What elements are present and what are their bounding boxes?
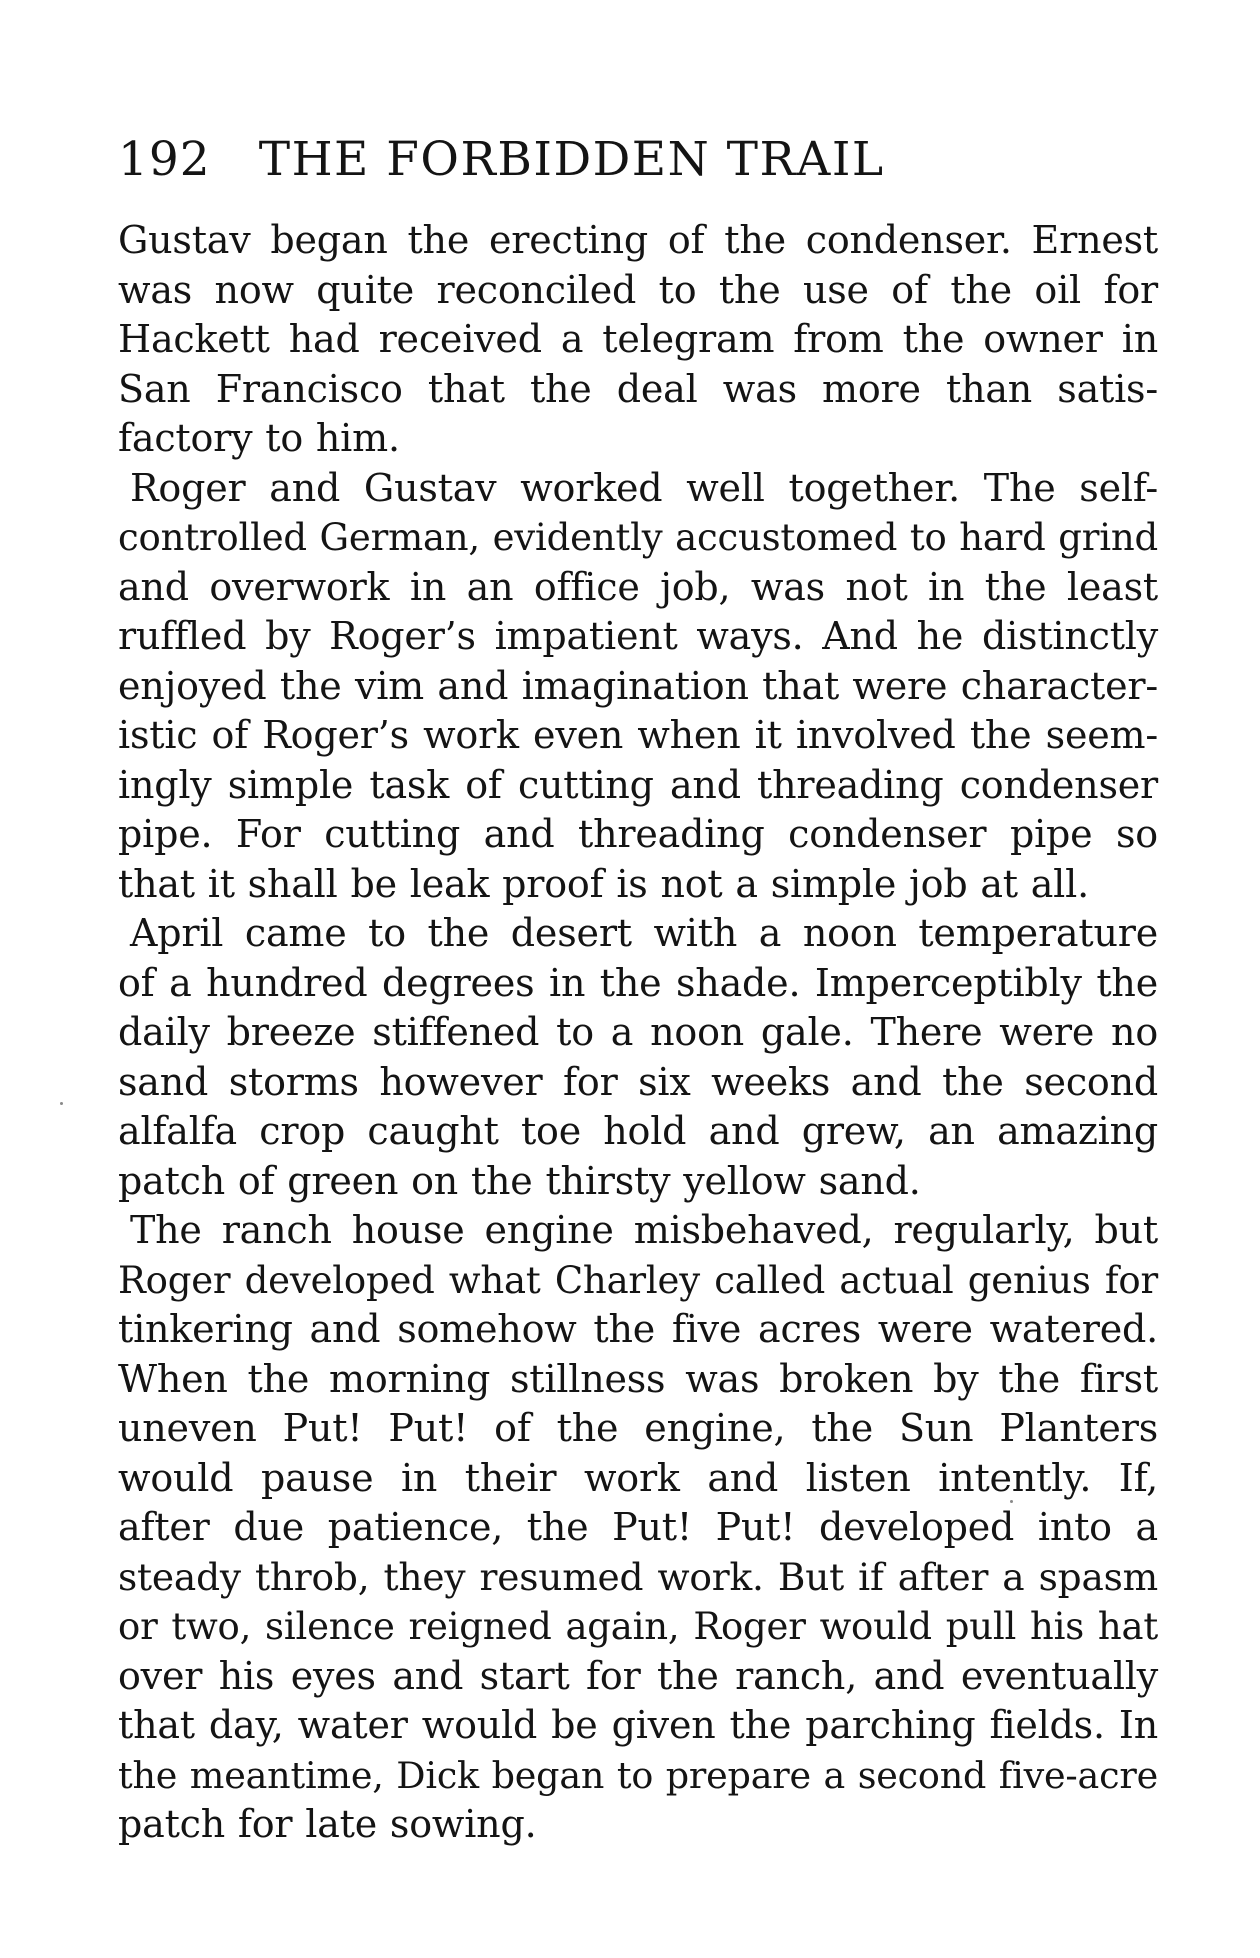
text-line: Hackett had received a telegram from the owner in — [118, 317, 1158, 361]
text-line: alfalfa crop caught toe hold and grew, an amazing — [118, 1109, 1158, 1153]
text-line: after due patience, the Put! Put! developed into a — [118, 1505, 1158, 1549]
text-line: would pause in their work and listen intently. If, — [118, 1455, 1158, 1500]
text-line: pipe. For cutting and threading condenser pipe so — [118, 812, 1158, 856]
text-line: Roger developed what Charley called actual genius for — [118, 1258, 1158, 1302]
text-line: tinkering and somehow the five acres were watered. — [118, 1307, 1158, 1351]
text-line: was now quite reconciled to the use of the oil for — [118, 267, 1158, 312]
text-line: the meantime, Dick began to prepare a second five-acre — [118, 1753, 1158, 1797]
text-line: sand storms however for six weeks and the second — [118, 1059, 1158, 1104]
text-line: ruffled by Roger’s impatient ways. And he distinctly — [118, 614, 1158, 658]
paper-speck — [60, 1102, 63, 1105]
text-line: that day, water would be given the parching fields. In — [118, 1703, 1158, 1747]
paper-speck — [1010, 1500, 1013, 1503]
text-line: steady throb, they resumed work. But if after a spasm — [118, 1554, 1158, 1599]
text-line: and overwork in an office job, was not in the least — [118, 564, 1158, 609]
text-line: over his eyes and start for the ranch, and eventually — [118, 1653, 1158, 1698]
running-title: THE FORBIDDEN TRAIL — [258, 132, 885, 187]
text-line: San Francisco that the deal was more than satis- — [118, 366, 1158, 411]
text-line: When the morning stillness was broken by the first — [118, 1356, 1158, 1401]
text-line: Roger and Gustav worked well together. The self- — [130, 465, 1158, 510]
text-line: enjoyed the vim and imagination that were character- — [118, 663, 1158, 708]
text-line: daily breeze stiffened to a noon gale. There were no — [118, 1010, 1158, 1054]
text-line: controlled German, evidently accustomed to hard grind — [118, 516, 1158, 559]
text-line: patch of green on the thirsty yellow sand. — [118, 1158, 921, 1203]
text-line: ingly simple task of cutting and threading condenser — [118, 762, 1158, 807]
text-line: of a hundred degrees in the shade. Imperceptibly the — [118, 960, 1158, 1005]
text-line: The ranch house engine misbehaved, regularly, but — [130, 1208, 1158, 1252]
text-line: uneven Put! Put! of the engine, the Sun Planters — [118, 1406, 1158, 1450]
text-line: April came to the desert with a noon temperature — [130, 911, 1158, 955]
text-line: factory to him. — [118, 416, 400, 460]
body-text — [118, 216, 1158, 1850]
text-line: istic of Roger’s work even when it involved the seem- — [118, 713, 1158, 757]
text-line: Gustav began the erecting of the condenser. Ernest — [118, 218, 1158, 262]
text-line: that it shall be leak proof is not a simple job at all. — [118, 861, 1089, 906]
text-line: patch for late sowing. — [118, 1802, 537, 1846]
running-head — [118, 132, 1158, 200]
text-line: or two, silence reigned again, Roger would pull his hat — [118, 1605, 1158, 1648]
page-number: 192 — [118, 132, 211, 187]
